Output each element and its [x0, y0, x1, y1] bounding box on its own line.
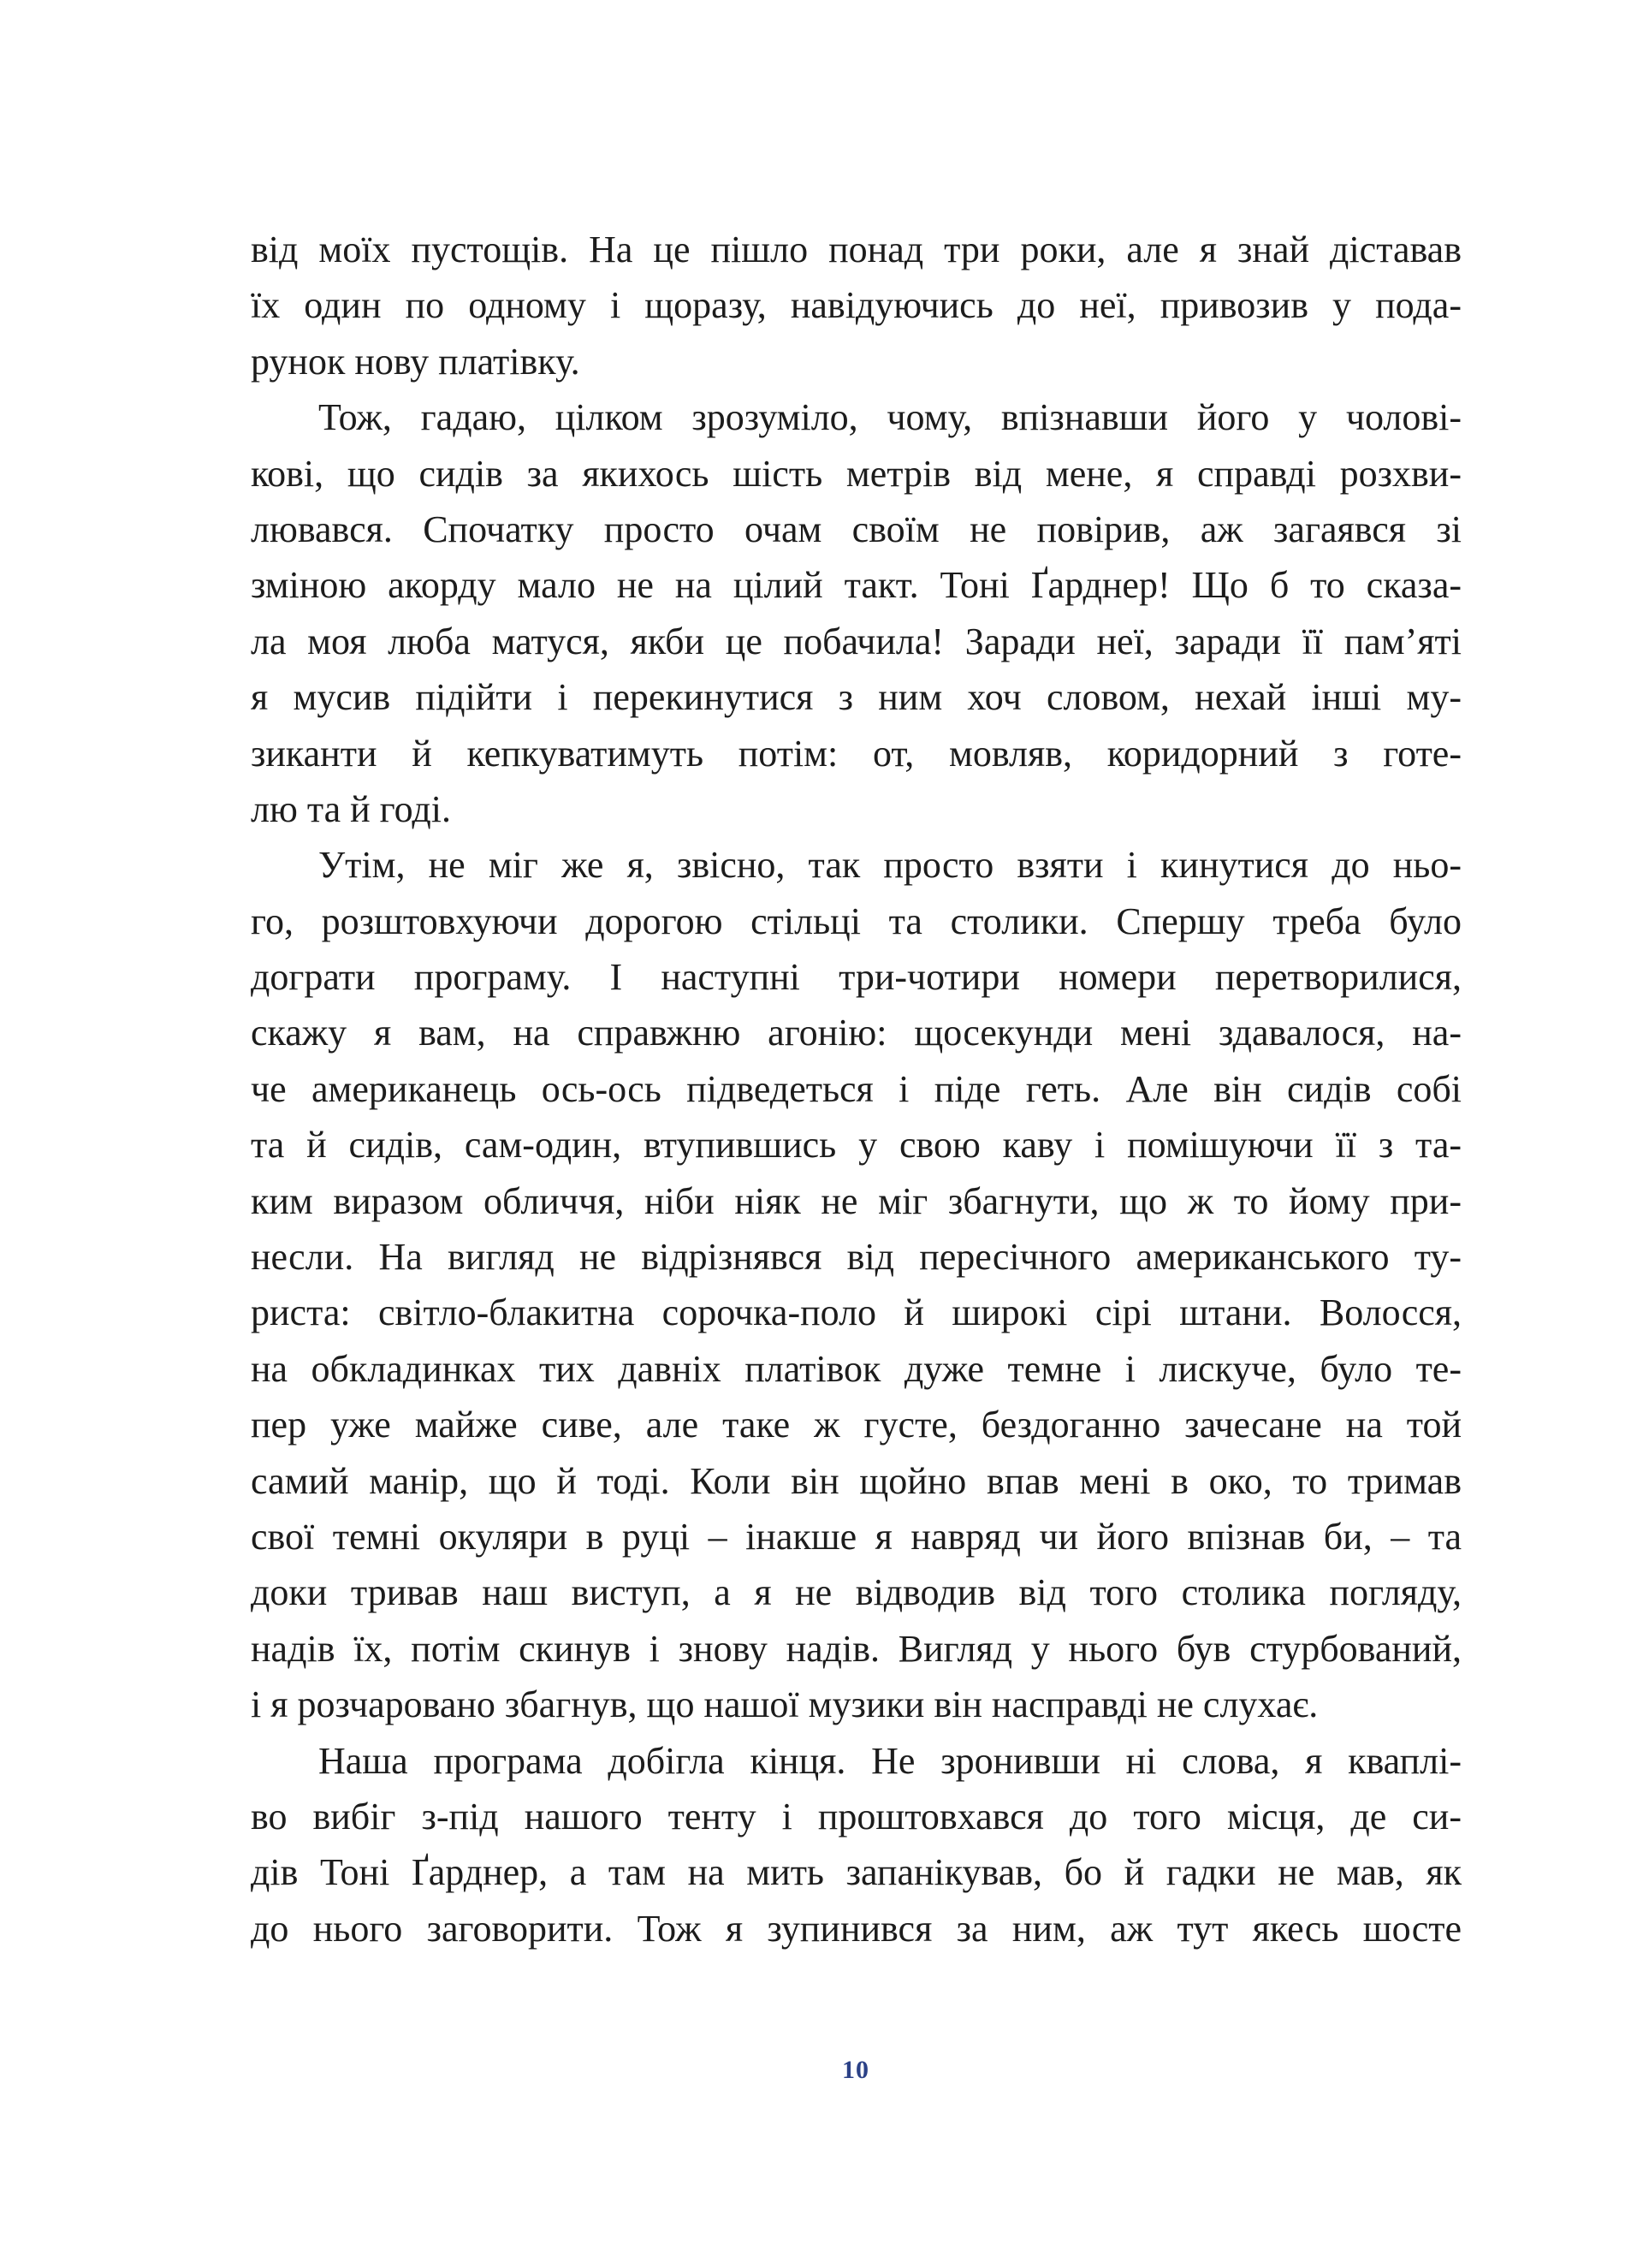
text-line: кові, що сидів за якихось шість метрів від мене, я справді розхви- — [251, 452, 1462, 495]
text-line: дів Тоні Ґарднер, а там на мить запанікував, бо й гадки не мав, як — [251, 1851, 1462, 1894]
text-line: надів їх, потім скинув і знову надів. Вигляд у нього був стурбований, — [251, 1627, 1462, 1670]
body-text — [251, 222, 1462, 1956]
text-line: Наша програма добігла кінця. Не зронивши ні слова, я кваплі- — [318, 1739, 1462, 1782]
text-line: дограти програму. І наступні три-чотири номери перетворилися, — [251, 956, 1462, 999]
text-line: лю та й годі. — [251, 787, 451, 830]
text-line: во вибіг з-під нашого тенту і проштовхався до того місця, де си- — [251, 1795, 1462, 1838]
text-line: рунок нову платівку. — [251, 340, 580, 383]
text-line: зиканти й кепкуватимуть потім: от, мовляв, коридорний з готе- — [251, 732, 1462, 775]
text-line: свої темні окуляри в руці – інакше я навряд чи його впізнав би, – та — [251, 1515, 1462, 1558]
text-line: зміною акорду мало не на цілий такт. Тоні Ґарднер! Що б то сказа- — [251, 564, 1462, 607]
text-line: риста: світло-блакитна сорочка-поло й широкі сірі штани. Волосся, — [251, 1291, 1462, 1334]
text-line: Утім, не міг же я, звісно, так просто взяти і кинутися до ньо- — [318, 844, 1462, 887]
text-line: лювався. Спочатку просто очам своїм не повірив, аж загаявся зі — [251, 508, 1462, 550]
text-line: че американець ось-ось підведеться і піде геть. Але він сидів собі — [251, 1067, 1462, 1110]
text-line: самий манір, що й тоді. Коли він щойно впав мені в око, то тримав — [251, 1459, 1462, 1502]
text-line: ла моя люба матуся, якби це побачила! Заради неї, заради її пам’яті — [251, 620, 1462, 662]
page-number: 10 — [842, 2056, 869, 2084]
text-line: го, розштовхуючи дорогою стільці та столики. Спершу треба було — [251, 899, 1462, 942]
text-line: скажу я вам, на справжню агонію: щосекунди мені здавалося, на- — [251, 1012, 1462, 1054]
text-line: я мусив підійти і перекинутися з ним хоч словом, нехай інші му- — [251, 676, 1462, 719]
text-line: та й сидів, сам-один, втупившись у свою каву і помішуючи її з та- — [251, 1124, 1462, 1167]
text-line: від моїх пустощів. На це пішло понад три роки, але я знай діставав — [251, 229, 1462, 270]
text-line: і я розчаровано збагнув, що нашої музики він насправді не слухає. — [251, 1683, 1319, 1726]
text-line: ким виразом обличчя, ніби ніяк не міг збагнути, що ж то йому при- — [251, 1179, 1462, 1222]
text-line: пер уже майже сиве, але таке ж густе, бездоганно зачесане на той — [251, 1404, 1462, 1446]
text-line: на обкладинках тих давніх платівок дуже темне і лискуче, було те- — [251, 1347, 1462, 1390]
text-line: до нього заговорити. Тож я зупинився за ним, аж тут якесь шосте — [251, 1907, 1462, 1950]
text-line: доки тривав наш виступ, а я не відводив від того столика погляду, — [251, 1571, 1462, 1614]
text-line: їх один по одному і щоразу, навідуючись до неї, привозив у пода- — [251, 284, 1462, 327]
text-line: Тож, гадаю, цілком зрозуміло, чому, впізнавши його у чолові- — [318, 396, 1462, 439]
text-line: несли. На вигляд не відрізнявся від пересічного американського ту- — [251, 1236, 1462, 1279]
